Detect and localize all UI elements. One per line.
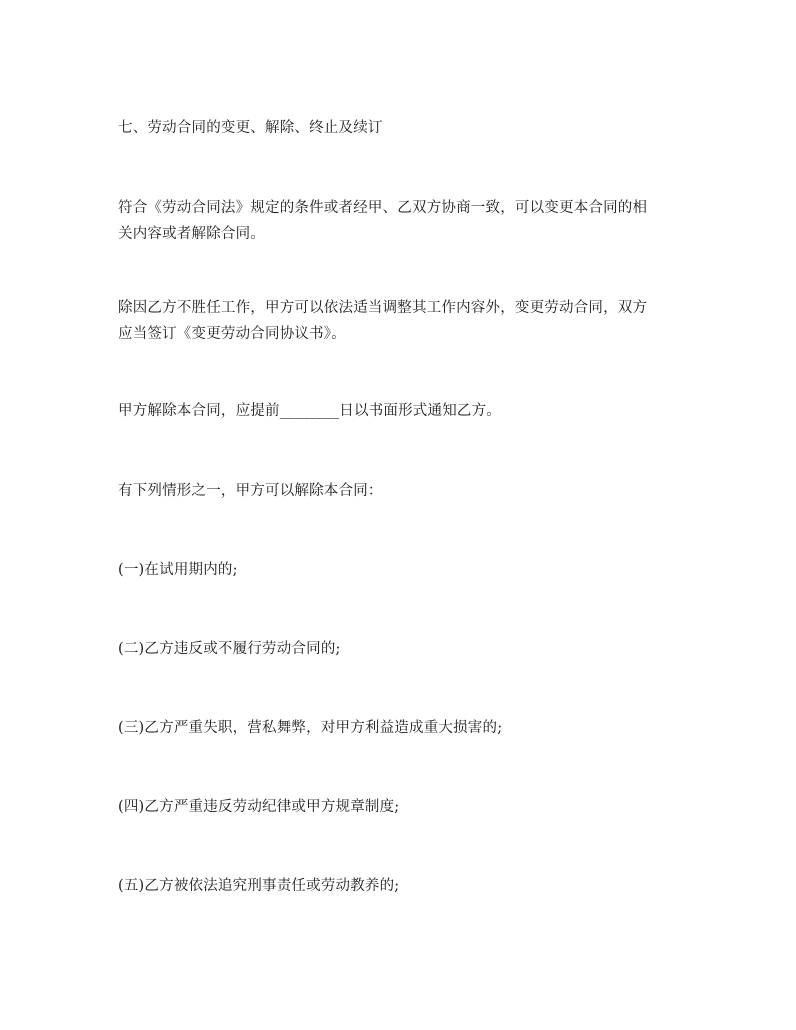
paragraph-line: 甲方解除本合同，应提前________日以书面形式通知乙方。 [118,403,501,419]
paragraph-termination-conditions [118,478,683,504]
list-item-criminal [118,873,683,899]
list-item-breach [118,636,683,662]
list-item-text: (五)乙方被依法追究刑事责任或劳动教养的; [118,878,400,894]
list-item-negligence [118,715,683,741]
section-heading-text: 七、劳动合同的变更、解除、终止及续订 [118,120,383,136]
paragraph-line: 关内容或者解除合同。 [118,226,265,242]
list-item-text: (二)乙方违反或不履行劳动合同的; [118,641,341,657]
list-item-text: (四)乙方严重违反劳动纪律或甲方规章制度; [118,799,400,815]
list-item-text: (一)在试用期内的; [118,562,238,578]
list-item-discipline [118,794,683,820]
list-item-probation [118,557,683,583]
paragraph-contract-change [118,195,683,247]
paragraph-line: 符合《劳动合同法》规定的条件或者经甲、乙双方协商一致，可以变更本合同的相 [118,200,648,216]
section-heading [118,115,683,141]
paragraph-line: 有下列情形之一，甲方可以解除本合同： [118,483,383,499]
paragraph-notice-period [118,398,683,424]
paragraph-line: 除因乙方不胜任工作，甲方可以依法适当调整其工作内容外，变更劳动合同，双方 [118,300,648,316]
list-item-text: (三)乙方严重失职，营私舞弊，对甲方利益造成重大损害的; [118,720,503,736]
paragraph-work-adjustment [118,295,683,347]
paragraph-line: 应当签订《变更劳动合同协议书》。 [118,326,346,342]
